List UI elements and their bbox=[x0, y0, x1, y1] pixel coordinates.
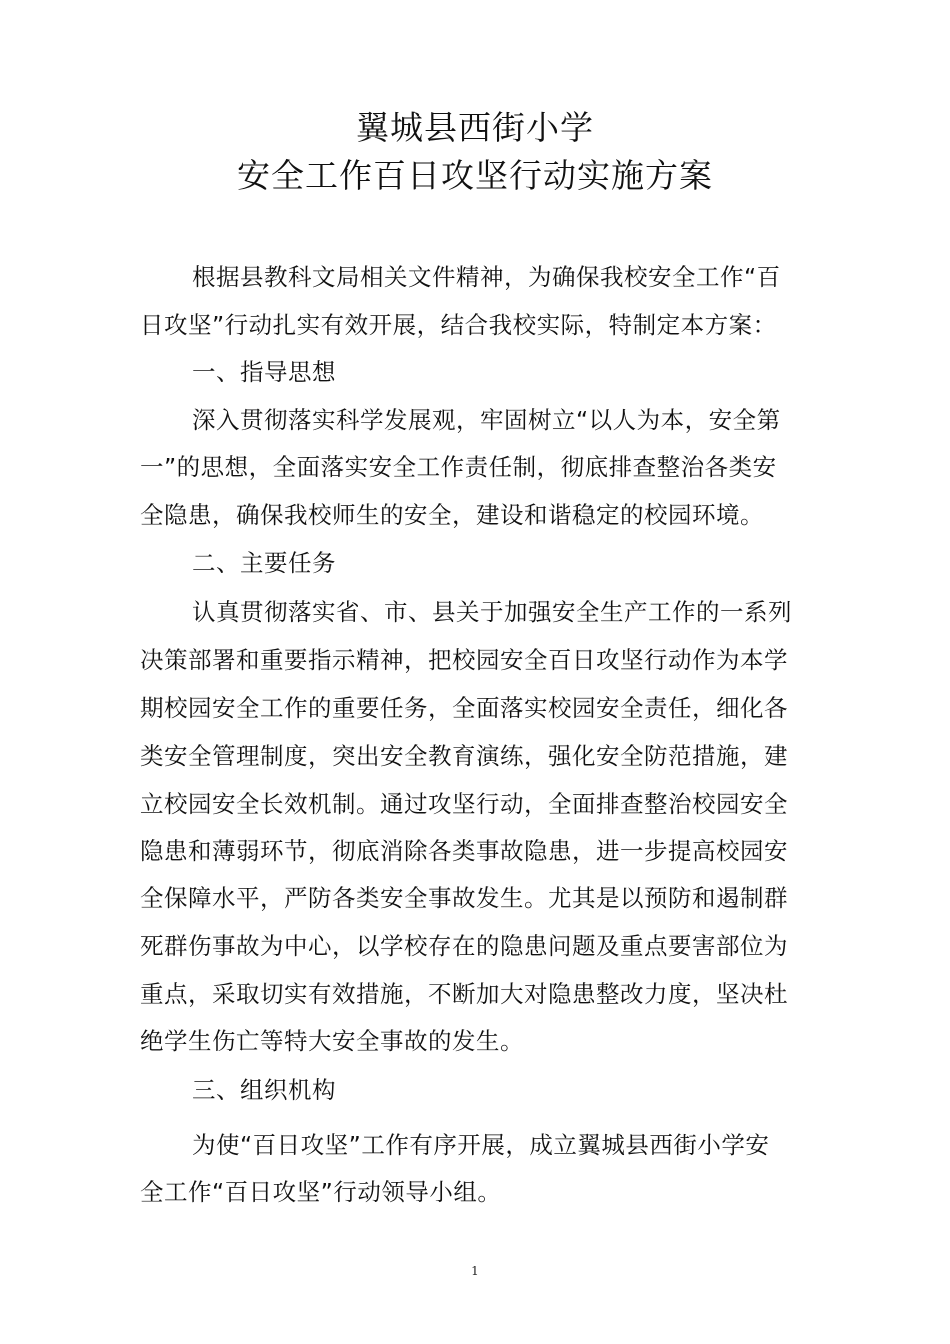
document-title-line-2: 安全工作百日攻坚行动实施方案 bbox=[237, 156, 713, 195]
paragraph-line: 深入贯彻落实科学发展观，牢固树立“以人为本，安全第 bbox=[192, 406, 781, 434]
section-heading-main-tasks: 二、主要任务 bbox=[192, 549, 336, 577]
paragraph-line: 全隐患，确保我校师生的安全，建设和谐稳定的校园环境。 bbox=[140, 501, 764, 529]
page-number: 1 bbox=[471, 1264, 479, 1278]
paragraph-line: 重点，采取切实有效措施，不断加大对隐患整改力度，坚决杜 bbox=[140, 980, 788, 1008]
paragraph-line: 决策部署和重要指示精神，把校园安全百日攻坚行动作为本学 bbox=[140, 646, 788, 674]
document-title-line-1: 翼城县西街小学 bbox=[356, 108, 594, 147]
paragraph-line: 绝学生伤亡等特大安全事故的发生。 bbox=[140, 1027, 524, 1055]
paragraph-line: 立校园安全长效机制。通过攻坚行动，全面排查整治校园安全 bbox=[140, 790, 788, 818]
paragraph-line: 类安全管理制度，突出安全教育演练，强化安全防范措施，建 bbox=[140, 742, 788, 770]
paragraph-line: 隐患和薄弱环节，彻底消除各类事故隐患，进一步提高校园安 bbox=[140, 837, 788, 865]
paragraph-line: 为使“百日攻坚”工作有序开展，成立翼城县西街小学安 bbox=[192, 1131, 770, 1159]
paragraph-line: 根据县教科文局相关文件精神，为确保我校安全工作“百 bbox=[192, 263, 781, 291]
paragraph-line: 一”的思想，全面落实安全工作责任制，彻底排查整治各类安 bbox=[140, 453, 777, 481]
paragraph-line: 期校园安全工作的重要任务，全面落实校园安全责任，细化各 bbox=[140, 694, 788, 722]
paragraph-line: 死群伤事故为中心，以学校存在的隐患问题及重点要害部位为 bbox=[140, 932, 788, 960]
paragraph-line: 全保障水平，严防各类安全事故发生。尤其是以预防和遏制群 bbox=[140, 884, 788, 912]
paragraph-line: 全工作“百日攻坚”行动领导小组。 bbox=[140, 1178, 502, 1206]
section-heading-organization: 三、组织机构 bbox=[192, 1076, 336, 1104]
paragraph-line: 日攻坚”行动扎实有效开展，结合我校实际，特制定本方案： bbox=[140, 311, 777, 339]
section-heading-guiding-ideology: 一、指导思想 bbox=[192, 358, 336, 386]
paragraph-line: 认真贯彻落实省、市、县关于加强安全生产工作的一系列 bbox=[192, 598, 792, 626]
